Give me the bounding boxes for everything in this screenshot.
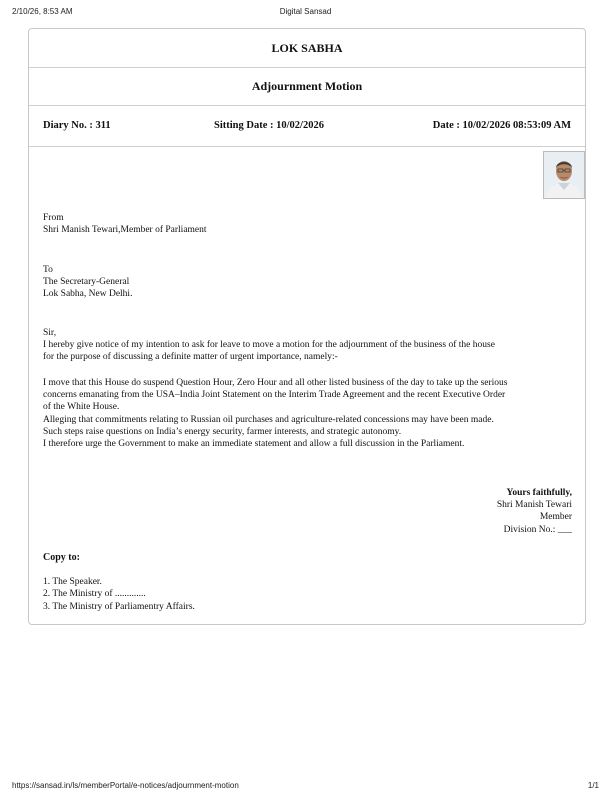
notice-meta-row [29, 106, 585, 147]
intro-line-1: I hereby give notice of my intention to ask for leave to move a motion for the adjournment of the business of the house [43, 340, 495, 351]
division-number: Division No.: ___ [503, 524, 572, 535]
to-block [43, 264, 565, 301]
closing: Yours faithfully, [506, 488, 572, 498]
sitting-date: Sitting Date : 10/02/2026 [214, 120, 324, 131]
motion-line-3: of the White House. [43, 402, 120, 413]
intro-line-2: for the purpose of discussing a definite matter of urgent importance, namely:- [43, 352, 338, 363]
motion-line-5: Such steps raise questions on India’s energy security, farmer interests, and strategic autonomy. [43, 426, 402, 437]
from-label: From [43, 213, 64, 223]
print-footer [12, 781, 599, 793]
to-label: To [43, 265, 53, 275]
diary-number: Diary No. : 311 [43, 120, 111, 131]
notice-card [28, 28, 586, 625]
notice-date: Date : 10/02/2026 08:53:09 AM [432, 120, 571, 131]
print-datetime: 2/10/26, 8:53 AM [12, 7, 73, 16]
motion-line-2: concerns emanating from the USA–India Joint Statement on the Interim Trade Agreement and the recent Executive Order [43, 390, 506, 401]
to-line-2: Lok Sabha, New Delhi. [43, 289, 133, 300]
from-name: Shri Manish Tewari,Member of Parliament [43, 225, 207, 236]
motion-line-6: I therefore urge the Government to make an immediate statement and allow a full discussion in the Parliament. [43, 439, 465, 450]
intro-block [43, 327, 565, 364]
signatory-role: Member [539, 512, 572, 523]
print-title: Digital Sansad [279, 7, 332, 16]
to-line-1: The Secretary-General [43, 277, 130, 288]
print-url: https://sansad.in/ls/memberPortal/e-notices/adjournment-motion [12, 781, 239, 790]
copy-to-item: 1. The Speaker. [43, 577, 102, 588]
member-photo [543, 151, 585, 199]
signatory-name: Shri Manish Tewari [496, 500, 572, 511]
signature-block [497, 487, 572, 536]
copy-to-label: Copy to: [43, 552, 80, 563]
copy-to-item: 3. The Ministry of Parliamentry Affairs. [43, 601, 195, 612]
notice-type: Adjournment Motion [29, 68, 585, 106]
salutation: Sir, [43, 328, 57, 338]
motion-line-4: Alleging that commitments relating to Russian oil purchases and agriculture-related concessions may have been made. [43, 414, 494, 425]
motion-line-1: I move that this House do suspend Question Hour, Zero Hour and all other listed business of the day to take up the serious [43, 378, 508, 388]
from-block [43, 212, 565, 236]
motion-text [43, 377, 565, 450]
copy-to-block [43, 552, 565, 613]
print-page: 1/1 [587, 781, 599, 790]
print-header [12, 7, 599, 19]
copy-to-item: 2. The Ministry of ............. [43, 589, 146, 600]
house-title: LOK SABHA [29, 29, 585, 68]
